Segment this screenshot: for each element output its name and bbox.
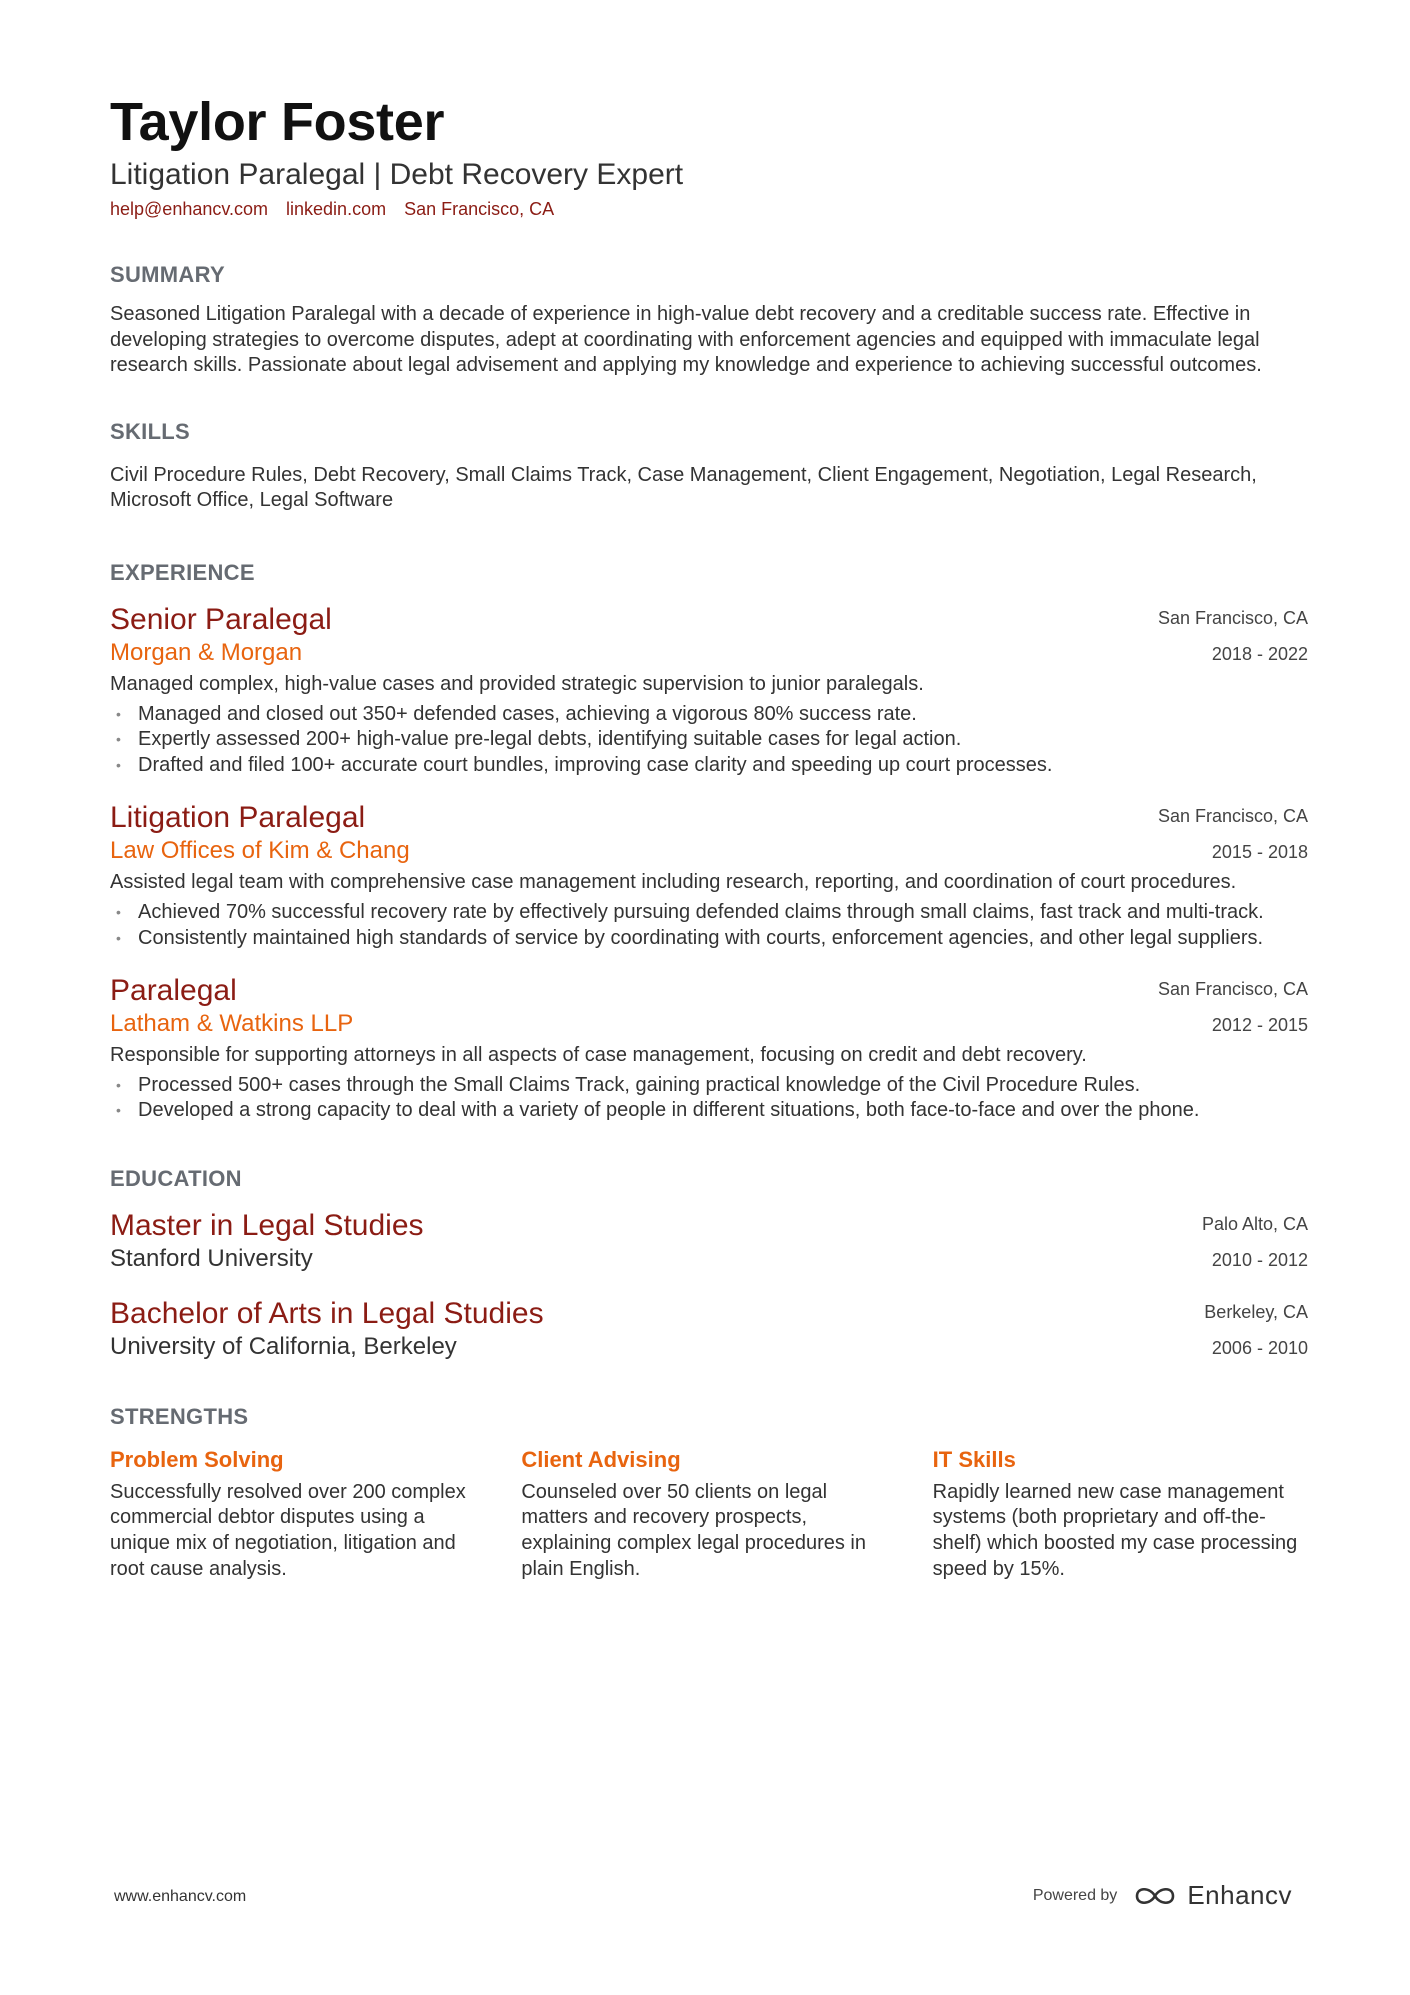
- school-name: University of California, Berkeley: [110, 1332, 457, 1360]
- bullet-dot-icon: •: [116, 756, 121, 773]
- education-location: Palo Alto, CA: [1201, 1213, 1308, 1234]
- job-role: Litigation Paralegal: [110, 801, 366, 835]
- strength-item: [933, 1446, 1308, 1582]
- bullet-item: [110, 702, 1308, 728]
- strengths-heading: STRENGTHS: [110, 1403, 249, 1429]
- education-dates: 2010 - 2012: [1211, 1249, 1308, 1270]
- job-meta: [1158, 806, 1308, 862]
- bullet-dot-icon: •: [116, 1102, 121, 1119]
- location-text: San Francisco, CA: [404, 198, 555, 219]
- experience-entry: [110, 602, 1308, 778]
- bullet-item: [110, 753, 1308, 779]
- job-role: Paralegal: [110, 974, 237, 1008]
- job-company: Latham & Watkins LLP: [110, 1010, 354, 1038]
- job-company: Morgan & Morgan: [110, 638, 303, 666]
- job-role: Senior Paralegal: [110, 602, 332, 636]
- degree-title: Master in Legal Studies: [110, 1208, 424, 1242]
- bullet-dot-icon: •: [116, 1076, 121, 1093]
- bullet-text: Processed 500+ cases through the Small Claims Track, gaining practical knowledge of the Civil Procedure Rules.: [138, 1073, 1141, 1096]
- job-description: Managed complex, high-value cases and provided strategic supervision to junior paralegals.: [110, 672, 924, 695]
- enhancv-infinity-icon: [1133, 1883, 1177, 1909]
- contact-info: [110, 199, 1308, 220]
- skills-heading: SKILLS: [110, 418, 191, 444]
- job-description: Assisted legal team with comprehensive case management including research, reporting, and coordination of court procedures.: [110, 871, 1237, 894]
- job-bullets: [110, 1073, 1308, 1124]
- bullet-text: Achieved 70% successful recovery rate by effectively pursuing defended claims through small claims, fast track and multi-track.: [138, 900, 1264, 923]
- school-name: Stanford University: [110, 1244, 313, 1272]
- job-meta: [1158, 608, 1308, 664]
- job-dates: 2018 - 2022: [1211, 643, 1308, 664]
- skills-section: [110, 419, 1308, 514]
- resume-header: [110, 92, 1308, 220]
- bullet-text: Managed and closed out 350+ defended cases, achieving a vigorous 80% success rate.: [138, 702, 917, 725]
- summary-heading: SUMMARY: [110, 261, 225, 287]
- strength-title: IT Skills: [932, 1446, 1016, 1472]
- education-entry: [110, 1296, 1308, 1362]
- job-location: San Francisco, CA: [1157, 806, 1308, 827]
- enhancv-logo-text: Enhancv: [1187, 1880, 1292, 1910]
- strength-text: Counseled over 50 clients on legal matters and recovery prospects, explaining complex legal procedures in plain English.: [521, 1480, 866, 1580]
- strength-text: Rapidly learned new case management systems (both proprietary and off-the-shelf) which boosted my case processing speed by 15%.: [932, 1480, 1298, 1580]
- enhancv-logo[interactable]: [1133, 1880, 1292, 1911]
- job-bullets: [110, 702, 1308, 779]
- strength-item: [110, 1446, 485, 1582]
- resume-page: [110, 92, 1308, 1582]
- footer-brand: [1033, 1880, 1292, 1911]
- bullet-dot-icon: •: [116, 929, 121, 946]
- education-entry: [110, 1208, 1308, 1274]
- job-location: San Francisco, CA: [1157, 607, 1308, 628]
- bullet-item: [110, 727, 1308, 753]
- education-dates: 2006 - 2010: [1211, 1337, 1308, 1358]
- skills-text: Civil Procedure Rules, Debt Recovery, Small Claims Track, Case Management, Client Engagement, Negotiation, Legal Research, Microsoft Office, Legal Software: [110, 463, 1257, 512]
- education-meta: [1202, 1214, 1308, 1270]
- bullet-text: Expertly assessed 200+ high-value pre-legal debts, identifying suitable cases for legal action.: [138, 728, 962, 751]
- bullet-text: Consistently maintained high standards of service by coordinating with courts, enforcement agencies, and other legal suppliers.: [138, 926, 1264, 949]
- job-dates: 2015 - 2018: [1211, 842, 1308, 863]
- job-location: San Francisco, CA: [1157, 979, 1308, 1000]
- candidate-name: Taylor Foster: [110, 92, 445, 152]
- strength-title: Problem Solving: [110, 1446, 284, 1472]
- strengths-section: [110, 1404, 1308, 1582]
- experience-entry: [110, 973, 1308, 1124]
- strength-title: Client Advising: [521, 1446, 681, 1472]
- page-footer: [114, 1880, 1292, 1916]
- job-dates: 2012 - 2015: [1211, 1015, 1308, 1036]
- job-description: Responsible for supporting attorneys in all aspects of case management, focusing on credit and debt recovery.: [110, 1044, 1087, 1067]
- bullet-dot-icon: •: [116, 903, 121, 920]
- candidate-title: Litigation Paralegal | Debt Recovery Expert: [110, 158, 684, 192]
- bullet-item: [110, 926, 1308, 952]
- education-list: [110, 1208, 1308, 1362]
- bullet-dot-icon: •: [116, 705, 121, 722]
- experience-entry: [110, 800, 1308, 951]
- strength-item: [521, 1446, 896, 1582]
- footer-url-link[interactable]: www.enhancv.com: [114, 1888, 247, 1905]
- email-link[interactable]: help@enhancv.com: [110, 198, 269, 219]
- experience-list: [110, 602, 1308, 1124]
- education-location: Berkeley, CA: [1204, 1301, 1308, 1322]
- job-company: Law Offices of Kim & Chang: [110, 837, 410, 865]
- strength-text: Successfully resolved over 200 complex commercial debtor disputes using a unique mix of negotiation, litigation and root cause analysis.: [110, 1480, 466, 1580]
- powered-by-text: Powered by: [1032, 1886, 1118, 1904]
- bullet-dot-icon: •: [116, 731, 121, 748]
- bullet-item: [110, 1098, 1308, 1124]
- education-section: [110, 1166, 1308, 1362]
- summary-section: [110, 262, 1308, 379]
- experience-heading: EXPERIENCE: [110, 559, 255, 585]
- linkedin-link[interactable]: linkedin.com: [286, 198, 387, 219]
- degree-title: Bachelor of Arts in Legal Studies: [110, 1296, 544, 1330]
- education-heading: EDUCATION: [110, 1165, 242, 1191]
- bullet-text: Drafted and filed 100+ accurate court bundles, improving case clarity and speeding up court processes.: [138, 753, 1053, 776]
- bullet-item: [110, 900, 1308, 926]
- strengths-grid: [110, 1446, 1308, 1582]
- job-bullets: [110, 900, 1308, 951]
- experience-section: [110, 560, 1308, 1124]
- bullet-text: Developed a strong capacity to deal with a variety of people in different situations, both face-to-face and over the phone.: [138, 1099, 1200, 1122]
- education-meta: [1204, 1302, 1308, 1358]
- summary-text: Seasoned Litigation Paralegal with a decade of experience in high-value debt recovery and a creditable success rate. Effective in developing strategies to overcome disputes, adept at coordinating with enforcement agencies and equipped with immaculate legal research skills. Passionate about legal advisement and applying my knowledge and experience to achieving successful outcomes.: [110, 302, 1262, 377]
- bullet-item: [110, 1073, 1308, 1099]
- job-meta: [1158, 979, 1308, 1035]
